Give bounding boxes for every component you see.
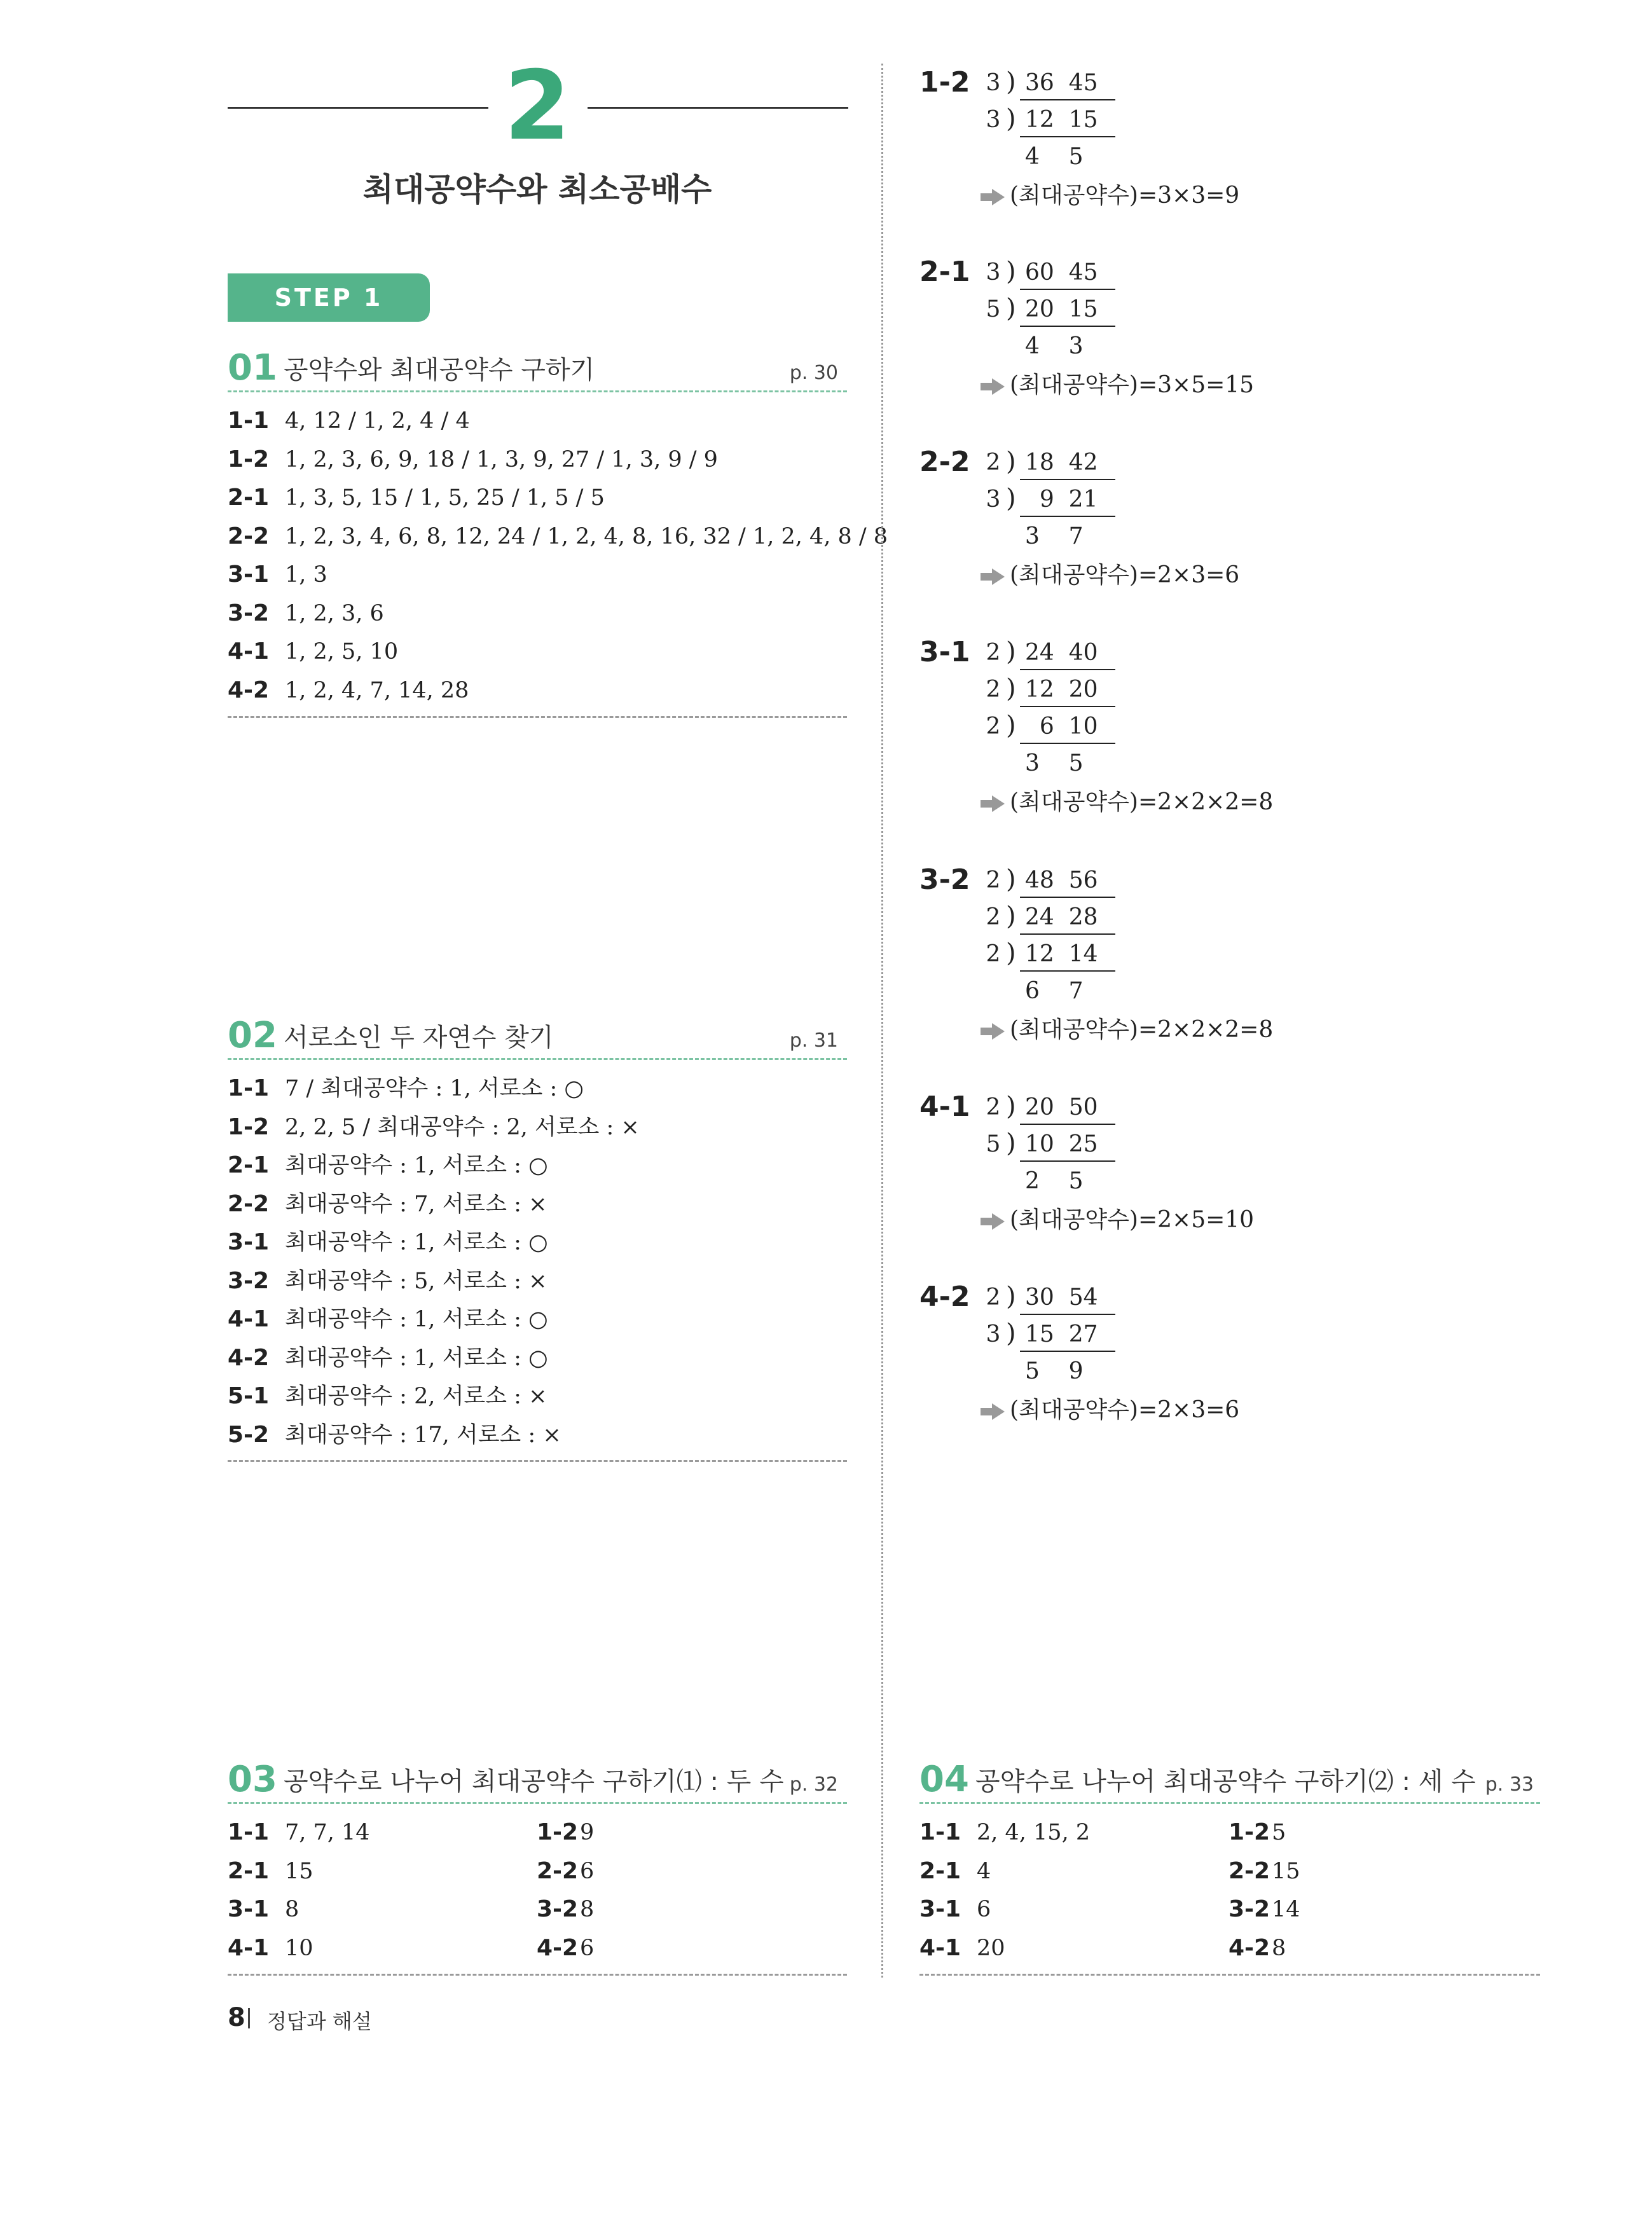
problem-label: 3-2	[919, 864, 970, 896]
answer-label: 3-1	[228, 1896, 270, 1922]
dividend-values: 36 45	[1025, 70, 1098, 96]
gcd-result-text: (최대공약수)=2×3=6	[1010, 1397, 1240, 1423]
answer-value: 최대공약수 : 7, 서로소 : ×	[285, 1191, 547, 1217]
answer-label: 2-1	[228, 1857, 270, 1884]
arrow-right-icon	[981, 377, 1006, 396]
problem-label: 1-2	[919, 66, 970, 99]
answer-row	[228, 1416, 838, 1454]
answer-value: 6	[580, 1858, 595, 1884]
answer-label: 4-1	[228, 638, 270, 664]
answer-row	[228, 595, 838, 633]
answer-label: 3-1	[919, 1896, 961, 1922]
answer-value: 5	[1272, 1820, 1286, 1845]
divisor: 2	[986, 713, 1001, 740]
section-title: 공약수로 나누어 최대공약수 구하기⑵ : 세 수	[975, 1767, 1476, 1796]
answer-row	[228, 518, 888, 556]
answer-value: 14	[1272, 1897, 1300, 1922]
division-bracket: )	[1006, 674, 1016, 703]
problem-label: 2-1	[919, 256, 970, 288]
answer-value: 6	[977, 1897, 991, 1922]
division-underline	[1020, 99, 1115, 100]
section-04-header	[919, 1758, 1534, 1803]
answer-row	[228, 1300, 838, 1339]
arrow-right-icon	[981, 188, 1006, 207]
division-step	[981, 291, 1235, 328]
division-step	[981, 444, 1235, 481]
answer-label: 1-1	[228, 408, 270, 434]
page-ref: p. 30	[789, 362, 838, 384]
gcd-result	[981, 1011, 1273, 1049]
answer-row	[228, 671, 838, 710]
gcd-result	[981, 177, 1239, 215]
section-title: 공약수와 최대공약수 구하기	[284, 355, 595, 385]
gcd-result	[981, 783, 1273, 822]
section-03-header	[228, 1758, 838, 1803]
divisor: 2	[986, 450, 1001, 476]
gcd-result-text: (최대공약수)=3×3=9	[1010, 182, 1240, 209]
dividend-values: 18 42	[1025, 450, 1098, 476]
problem-label: 2-2	[919, 446, 970, 478]
arrow-right-icon	[981, 1022, 1006, 1041]
divisor: 5	[986, 296, 1001, 322]
gcd-result-text: (최대공약수)=3×5=15	[1010, 372, 1255, 398]
answer-row	[228, 441, 838, 479]
section-number: 02	[228, 1015, 277, 1056]
division-step	[981, 1126, 1235, 1163]
answer-value: 1, 2, 5, 10	[285, 639, 399, 664]
answer-row	[228, 1929, 838, 1967]
division-step	[981, 1089, 1235, 1126]
section-title: 서로소인 두 자연수 찾기	[284, 1023, 554, 1052]
column-divider	[881, 64, 883, 1978]
answer-value: 최대공약수 : 2, 서로소 : ×	[285, 1384, 547, 1409]
answer-label: 1-2	[1229, 1819, 1270, 1845]
division-underline	[1020, 516, 1115, 517]
answer-label: 3-2	[228, 1267, 270, 1294]
quotient-values: 4 3	[1025, 333, 1084, 359]
division-step	[981, 671, 1235, 708]
answer-value: 2, 4, 15, 2	[977, 1820, 1091, 1845]
answer-label: 1-2	[537, 1819, 579, 1845]
dividend-values: 12 14	[1025, 941, 1098, 967]
answer-label: 2-2	[228, 1190, 270, 1217]
dividend-values: 12 20	[1025, 677, 1098, 703]
division-bracket: )	[1006, 447, 1016, 476]
answer-value: 20	[977, 1935, 1005, 1961]
chapter-rule-left	[228, 107, 488, 109]
dividend-values: 20 50	[1025, 1094, 1098, 1120]
quotient-values: 5 9	[1025, 1358, 1084, 1384]
answer-row	[228, 1070, 838, 1108]
answer-value: 15	[1272, 1858, 1300, 1884]
answer-value: 9	[580, 1820, 595, 1845]
answer-row	[228, 556, 838, 594]
answer-label: 4-1	[228, 1934, 270, 1961]
section-number: 01	[228, 347, 277, 389]
division-bracket: )	[1006, 637, 1016, 666]
division-bracket: )	[1006, 865, 1016, 894]
answer-label: 1-2	[228, 1113, 270, 1140]
division-underline	[1020, 743, 1115, 744]
answer-row	[919, 1929, 1530, 1967]
divisor: 3	[986, 70, 1001, 96]
step-badge: STEP 1	[228, 273, 430, 322]
answer-label: 4-2	[228, 1344, 270, 1371]
gcd-result-text: (최대공약수)=2×3=6	[1010, 562, 1240, 588]
division-problem	[919, 64, 1555, 242]
gcd-result-text: (최대공약수)=2×2×2=8	[1010, 1017, 1274, 1043]
answer-label: 1-1	[228, 1075, 270, 1101]
answer-label: 2-1	[919, 1857, 961, 1884]
dividend-values: 20 15	[1025, 296, 1098, 322]
answer-value: 1, 2, 4, 7, 14, 28	[285, 677, 469, 703]
answer-label: 4-2	[537, 1934, 579, 1961]
gcd-result	[981, 366, 1254, 404]
arrow-right-icon	[981, 1212, 1006, 1231]
quotient-values: 3 5	[1025, 750, 1084, 776]
answer-value: 1, 2, 3, 6, 9, 18 / 1, 3, 9, 27 / 1, 3, 9 / 9	[285, 446, 718, 472]
answer-row	[228, 1814, 838, 1852]
section-divider	[228, 1974, 847, 1976]
gcd-result	[981, 1201, 1254, 1239]
answer-row	[228, 1146, 838, 1185]
division-bracket: )	[1006, 1319, 1016, 1348]
division-underline	[1020, 669, 1115, 670]
division-step	[981, 481, 1235, 518]
answer-row	[228, 1108, 838, 1146]
answer-row	[228, 1223, 838, 1262]
answer-row	[919, 1852, 1530, 1890]
problem-label: 4-2	[919, 1281, 970, 1313]
divisor: 2	[986, 941, 1001, 967]
division-underline	[1020, 136, 1115, 137]
answer-value: 7 / 최대공약수 : 1, 서로소 : ○	[285, 1076, 584, 1101]
arrow-right-icon	[981, 794, 1006, 813]
answer-label: 2-2	[228, 523, 270, 549]
dividend-values: 10 25	[1025, 1131, 1098, 1157]
answer-value: 1, 3, 5, 15 / 1, 5, 25 / 1, 5 / 5	[285, 485, 605, 511]
footer-text: 정답과 해설	[267, 2009, 372, 2034]
section-divider	[228, 1460, 847, 1462]
arrow-right-icon	[981, 1402, 1006, 1421]
answer-label: 2-2	[537, 1857, 579, 1884]
divisor: 2	[986, 640, 1001, 666]
gcd-result-text: (최대공약수)=2×5=10	[1010, 1207, 1255, 1233]
division-problem	[919, 633, 1555, 815]
page-ref: p. 31	[789, 1029, 838, 1052]
division-bracket: )	[1006, 1129, 1016, 1158]
division-step	[981, 1279, 1235, 1316]
dividend-values: 30 54	[1025, 1284, 1098, 1311]
answer-label: 4-2	[228, 677, 270, 703]
division-step	[981, 65, 1235, 102]
division-step	[981, 708, 1235, 745]
division-step	[981, 899, 1235, 936]
divisor: 2	[986, 1094, 1001, 1120]
division-bracket: )	[1006, 1092, 1016, 1121]
division-step	[981, 635, 1235, 671]
problem-label: 3-1	[919, 636, 970, 668]
division-underline	[1020, 706, 1115, 707]
answer-row	[228, 1890, 838, 1929]
section-divider	[228, 716, 847, 718]
answer-row	[919, 1890, 1530, 1929]
answer-label: 4-1	[919, 1934, 961, 1961]
answer-value: 6	[580, 1935, 595, 1961]
section-divider	[919, 1974, 1540, 1976]
arrow-right-icon	[981, 567, 1006, 586]
quotient-values: 6 7	[1025, 978, 1084, 1004]
answer-value: 1, 2, 3, 6	[285, 600, 384, 626]
page-number: 8	[228, 2003, 245, 2032]
answer-row	[228, 1852, 838, 1890]
answer-label: 3-1	[228, 1229, 270, 1255]
page-ref: p. 32	[789, 1773, 838, 1796]
section-02-header	[228, 1014, 838, 1059]
answer-value: 최대공약수 : 1, 서로소 : ○	[285, 1345, 548, 1371]
answer-value: 4	[977, 1858, 991, 1884]
problem-label: 4-1	[919, 1091, 970, 1123]
answer-row	[228, 402, 838, 440]
division-bracket: )	[1006, 711, 1016, 740]
division-problem	[919, 443, 1555, 621]
division-bracket: )	[1006, 484, 1016, 513]
dividend-values: 24 28	[1025, 904, 1098, 930]
answer-value: 1, 3	[285, 562, 327, 588]
quotient-values: 3 7	[1025, 523, 1084, 549]
division-underline	[1020, 897, 1115, 898]
page-ref: p. 33	[1485, 1773, 1534, 1796]
divisor: 3	[986, 1321, 1001, 1347]
chapter-rule-right	[588, 107, 848, 109]
answer-label: 4-1	[228, 1306, 270, 1332]
answer-value: 최대공약수 : 1, 서로소 : ○	[285, 1230, 548, 1255]
quotient-values: 4 5	[1025, 144, 1084, 170]
answer-label: 3-2	[228, 600, 270, 626]
division-problem	[919, 861, 1555, 1043]
section-divider	[919, 1802, 1540, 1804]
answer-value: 8	[285, 1897, 299, 1922]
answer-label: 3-2	[1229, 1896, 1270, 1922]
division-bracket: )	[1006, 104, 1016, 134]
answer-label: 2-1	[228, 485, 270, 511]
divisor: 5	[986, 1131, 1001, 1157]
answer-label: 1-2	[228, 446, 270, 472]
quotient-values: 2 5	[1025, 1168, 1084, 1194]
dividend-values: 48 56	[1025, 867, 1098, 893]
answer-label: 3-2	[537, 1896, 579, 1922]
answer-value: 최대공약수 : 1, 서로소 : ○	[285, 1307, 548, 1332]
division-step	[981, 1316, 1235, 1353]
dividend-values: 9 21	[1025, 486, 1098, 513]
answer-row	[228, 1377, 838, 1415]
answer-row	[228, 633, 838, 671]
answer-value: 4, 12 / 1, 2, 4 / 4	[285, 408, 470, 434]
dividend-values: 24 40	[1025, 640, 1098, 666]
dividend-values: 60 45	[1025, 259, 1098, 286]
division-bracket: )	[1006, 939, 1016, 968]
gcd-result	[981, 556, 1239, 595]
division-underline	[1020, 1124, 1115, 1125]
division-bracket: )	[1006, 294, 1016, 323]
dividend-values: 6 10	[1025, 713, 1098, 740]
division-step	[981, 102, 1235, 139]
divisor: 2	[986, 1284, 1001, 1311]
division-step	[981, 254, 1235, 291]
division-step	[981, 862, 1235, 899]
divisor: 2	[986, 867, 1001, 893]
chapter-title: 최대공약수와 최소공배수	[362, 171, 712, 208]
dividend-values: 15 27	[1025, 1321, 1098, 1347]
division-bracket: )	[1006, 67, 1016, 97]
answer-value: 8	[580, 1897, 595, 1922]
answer-row	[228, 1185, 838, 1223]
division-problem	[919, 1278, 1555, 1456]
answer-value: 7, 7, 14	[285, 1820, 370, 1845]
division-underline	[1020, 1314, 1115, 1315]
answer-value: 최대공약수 : 17, 서로소 : ×	[285, 1422, 561, 1448]
footer-separator	[248, 2008, 250, 2028]
section-number: 04	[919, 1759, 969, 1800]
answer-value: 1, 2, 3, 4, 6, 8, 12, 24 / 1, 2, 4, 8, 16, 32 / 1, 2, 4, 8 / 8	[285, 523, 888, 549]
division-problem	[919, 253, 1555, 431]
answer-label: 5-2	[228, 1421, 270, 1448]
answer-row	[228, 479, 838, 517]
answer-label: 4-2	[1229, 1934, 1270, 1961]
divisor: 2	[986, 677, 1001, 703]
chapter-number: 2	[504, 51, 571, 162]
divisor: 3	[986, 486, 1001, 513]
answer-value: 최대공약수 : 1, 서로소 : ○	[285, 1153, 548, 1178]
division-problem	[919, 1088, 1555, 1266]
divisor: 3	[986, 259, 1001, 286]
section-divider	[228, 390, 847, 392]
division-bracket: )	[1006, 257, 1016, 286]
answer-label: 1-1	[919, 1819, 961, 1845]
gcd-result	[981, 1391, 1239, 1429]
division-step	[981, 936, 1235, 973]
answer-label: 3-1	[228, 561, 270, 588]
division-underline	[1020, 326, 1115, 327]
division-bracket: )	[1006, 1282, 1016, 1311]
section-number: 03	[228, 1759, 277, 1800]
answer-value: 10	[285, 1935, 313, 1961]
answer-row	[919, 1814, 1530, 1852]
answer-label: 2-2	[1229, 1857, 1270, 1884]
gcd-result-text: (최대공약수)=2×2×2=8	[1010, 789, 1274, 815]
division-bracket: )	[1006, 902, 1016, 931]
answer-value: 8	[1272, 1935, 1286, 1961]
division-underline	[1020, 289, 1115, 290]
divisor: 3	[986, 107, 1001, 133]
division-underline	[1020, 970, 1115, 972]
answer-row	[228, 1339, 838, 1377]
answer-label: 2-1	[228, 1152, 270, 1178]
dividend-values: 12 15	[1025, 107, 1098, 133]
divisor: 2	[986, 904, 1001, 930]
answer-value: 최대공약수 : 5, 서로소 : ×	[285, 1268, 547, 1294]
answer-label: 1-1	[228, 1819, 270, 1845]
answer-row	[228, 1262, 838, 1300]
answer-value: 2, 2, 5 / 최대공약수 : 2, 서로소 : ×	[285, 1114, 640, 1140]
answer-value: 15	[285, 1858, 313, 1884]
division-underline	[1020, 933, 1115, 935]
section-divider	[228, 1802, 847, 1804]
section-divider	[228, 1058, 847, 1060]
division-underline	[1020, 1351, 1115, 1352]
division-underline	[1020, 1160, 1115, 1162]
division-underline	[1020, 479, 1115, 480]
section-01-header	[228, 347, 838, 391]
answer-label: 5-1	[228, 1383, 270, 1409]
section-title: 공약수로 나누어 최대공약수 구하기⑴ : 두 수	[284, 1767, 784, 1796]
